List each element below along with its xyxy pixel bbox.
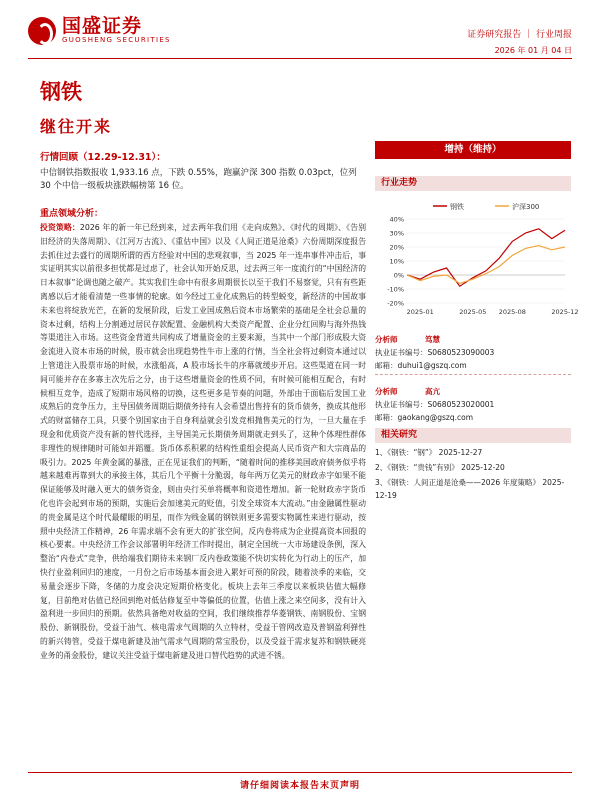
analyst-2-role: 分析师 [375,387,398,396]
research-item[interactable]: 3、《钢铁：人间正道是沧桑——2026 年度策略》 2025-12-19 [375,478,565,500]
review-label: 行情回顾（12.29-12.31）： [40,152,166,163]
y-tick-label: 10% [389,257,404,266]
core-analysis [40,206,366,663]
trend-chart [375,199,579,321]
footer-disclaimer: 请仔细阅读本报告末页声明 [239,781,360,791]
analyst-2-license-label: 执业证书编号： [375,400,428,409]
x-tick-label: 2025-01 [406,308,434,316]
analyst-1-role: 分析师 [375,335,398,344]
trend-chart-svg [375,199,579,321]
research-item[interactable]: 2、《钢铁：“贵钱”有别》 2025-12-20 [375,463,505,472]
research-item[interactable]: 1、《钢铁：“钢”》 2025-12-27 [375,448,483,457]
legend-label: 钢铁 [450,203,464,211]
strategy-lead: 投资策略： [40,223,80,232]
analyst-2-license: S0680523020001 [427,400,495,409]
header-meta [467,27,572,56]
related-research-list [375,446,571,504]
logo-mark-icon [28,17,56,45]
analyst-1-name: 笃慧 [425,335,440,344]
report-title: 继往开来 [40,117,113,136]
analyst-2 [375,385,571,424]
report-type: 证券研究报告 ｜ 行业周报 [467,30,572,40]
core-label: 重点领域分析： [40,209,104,219]
analyst-2-email-label: 邮箱： [375,413,398,422]
strategy-text: 2026 年的新一年已经到来，过去两年我们用《走向成熟》、《时代的周期》、《告别旧经济的失落周期》、《江河万古流》、《重估中国》以及《人间正道是沧桑》六份周期深度报告去抓住过去盛行的周期所谓的西方经验对中国的悲观叙事，当 2025 年一连串事件冲击后，事实证明其实以前很多担忧都是过虑了，社会认知开始反思，过去两三年一度流行的“中国经济的日本叙事”论调也随之破产。其实我们生命中有很多周期很长以至于我们不易察觉，只有有些距离感以后才能看清楚一些事情的轮廓。如今经过工业化成熟后的转型蜕变，新经济的中国故事未来也将绽放光芒，在新的发展阶段，后发工业国成熟后资本市场繁荣的基础是全社会总量的资本过剩，结构上分割通过居民存款配置、金融机构大类资产配置、企业分红回购与海外热钱等渠道注入市场。这些资金背道共同构成了增量资金的主要来源，当其中一个部门形成股大资金流进入资本市场的时候，股市就会出现趋势性牛市上涨的行情，当全社会将过剩资本通过以上管道注入股票市场的时候，水涨船高，A 股市场长牛的序幕就缓步开启。这些渠道在同一时间可能并存在多寡主次先后之分，由于这些增量资金的性质不同，有时候可能相互配合，有时候相互竞争，造成了短期市场风格的切换，这些更多是节奏的问题，外部由于面临后发国工业成熟后的竞争压力，主导国债务周期后期债务持有人会希望出售持有的货币债务，换成其他形式的财富储存工具，只要个别国家由于自身利益就会引发竞相抛售美元的行为，一旦大量在手现金和优质资产没有新的替代选择，主导国美元长期债务周期就走到头了，这种个体理性群体非理性的规律随时可能如并蹈覆。货币体系积累的结构性重组会提高人民币资产和大宗商品的吸引力。2025 年黄金属的暴涨，正在见证我们的判断，“随着时间的推移美国政府债务似乎将越来越难再靠到大的承接主体，其后几个平衡十分脆弱，每年两万亿美元的财政赤字如果不能保证能够及时融入更大的债务资金，则由央行买单将概率和资道性增加。新一轮财政赤字货币化也许会起到市场的预期，实施后会加速美元的贬值，引发全球资本大流动。”由金融属性驱动的贵金属是这个时代最耀眼的明星，而作为贱金属的钢铁则更多需要实物属性来进行驱动，按照中央经济工作精神，26 年需求端不会有更大的扩张空间，反内卷将成为企业提高资本回报的核心要素。中央经济工作会议部署明年经济工作时提出，制定全国统一大市场建设条例，深入整治“内卷式”竞争，供给端我们期待未来钢厂反内卷政策能不快切实转化为行动上的压产，加快行业盈利回归的速度，一月份之后市场基本面会进入累好可预的阶段，随着淡季的来临，交易量会逐步下降，冬储的力度会决定短期价格变化。板块上去年三季度以来板块估值大幅修复，目前绝对估值已经回到绝对低估修复至中等偏低的位置，估值上涨之来空间多，没有计入盈利进一步回归的预期。依然具备绝对收益的空间，我们继续推荐华菱钢铁、南钢股份、宝钢股份、新钢股份，受益于油气、核电需求气周期的久立特材，受益于管网改造及普钢盈利弹性的新兴铸管，受益于煤电新建及油气需求气周期的常宝股份，以及受益于需求复苏和钢铁硬亮业务的甬金股份，建议关注受益于煤电新建及进口替代趋势的武进不锈。 [40,223,367,660]
analyst-2-email[interactable]: gaokang@gszq.com [397,413,474,422]
x-tick-label: 2025-08 [498,308,526,316]
strategy-paragraph [40,221,366,663]
rating-badge: 增持（维持） [375,141,571,159]
y-tick-label: 20% [389,243,404,252]
legend-label: 沪深300 [512,203,540,211]
analyst-1 [375,333,571,377]
analyst-2-name: 高亢 [425,387,440,396]
header-divider [28,58,572,59]
company-logo [28,16,171,45]
logo-name-cn: 国盛证券 [62,15,143,37]
x-tick-label: 2025-05 [459,308,487,316]
y-tick-label: -10% [387,285,404,294]
analyst-1-email[interactable]: duhui1@gszq.com [397,361,467,370]
logo-name-en: GUOSHENG SECURITIES [62,36,171,44]
analyst-1-license: S0680523090003 [427,348,495,357]
footer-divider [28,772,572,773]
y-tick-label: -20% [387,299,404,308]
analyst-1-email-label: 邮箱： [375,361,398,370]
analyst-1-license-label: 执业证书编号： [375,348,428,357]
x-tick-label: 2025-12 [551,308,579,316]
report-date: 2026 年 01 月 04 日 [494,46,572,55]
research-heading: 相关研究 [375,428,571,443]
sector-name: 钢铁 [40,80,82,104]
y-tick-label: 40% [389,215,404,224]
y-tick-label: 30% [389,229,404,238]
trend-heading: 行业走势 [375,176,571,191]
review-text: 中信钢铁指数报收 1,933.16 点，下跌 0.55%，跑赢沪深 300 指数 0.03pct，位列 30 个中信一级板块涨跌幅榜第 16 位。 [40,168,357,191]
series-line [407,246,565,284]
y-tick-label: 0% [393,271,404,280]
